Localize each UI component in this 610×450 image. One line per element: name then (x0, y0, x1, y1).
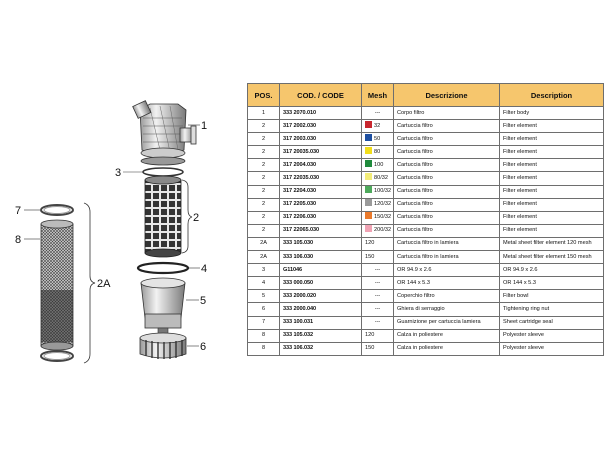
cell-mesh (362, 277, 394, 290)
mesh-value: 100 (374, 161, 384, 168)
cell-descrizione: Calza in poliestere (394, 342, 500, 355)
cell-description: Metal sheet filter element 120 mesh (500, 237, 604, 250)
cell-description: Filter bowl (500, 290, 604, 303)
callout-3 (115, 167, 143, 179)
table-row (248, 277, 604, 290)
cell-mesh (362, 237, 394, 250)
cell-descrizione: Cartuccia filtro (394, 198, 500, 211)
table-row (248, 198, 604, 211)
cell-description: OR 144 x 5.3 (500, 277, 604, 290)
cell-description: Tightening ring nut (500, 303, 604, 316)
mesh-color-swatch (365, 173, 372, 180)
cell-pos: 4 (248, 277, 280, 290)
cell-code: 333 000.050 (280, 277, 362, 290)
table-row (248, 107, 604, 120)
callout-4 (189, 263, 207, 275)
mesh-value: 32 (374, 122, 381, 129)
cell-description: Filter element (500, 224, 604, 237)
bracket-2a (84, 203, 111, 363)
mesh-value: --- (374, 292, 381, 299)
svg-text:5: 5 (200, 295, 207, 307)
mesh-value: 120 (365, 332, 375, 339)
cell-descrizione: Cartuccia filtro (394, 120, 500, 133)
table-row (248, 159, 604, 172)
cell-mesh (362, 107, 394, 120)
filter-body-1 (133, 101, 196, 165)
parts-table (247, 83, 604, 356)
cell-descrizione: Cartuccia filtro (394, 146, 500, 159)
cell-description: Filter body (500, 107, 604, 120)
mesh-color-swatch (365, 134, 372, 141)
mesh-value: 150 (365, 253, 375, 260)
table-row (248, 224, 604, 237)
cell-code: 317 22035.030 (280, 172, 362, 185)
cell-code: 317 2206.030 (280, 211, 362, 224)
cell-mesh (362, 224, 394, 237)
cell-descrizione: Ghiera di serraggio (394, 303, 500, 316)
header-pos: POS. (248, 84, 280, 107)
mesh-value: 120 (365, 240, 375, 247)
cell-descrizione: Corpo filtro (394, 107, 500, 120)
table-row (248, 329, 604, 342)
svg-text:3: 3 (115, 167, 122, 179)
mesh-value: 200/32 (374, 227, 392, 234)
cell-code: 333 2000.020 (280, 290, 362, 303)
header-description: Description (500, 84, 604, 107)
table-row (248, 316, 604, 329)
cell-code: 317 2205.030 (280, 198, 362, 211)
mesh-value: 100/32 (374, 188, 392, 195)
table-row (248, 264, 604, 277)
cell-pos: 2 (248, 159, 280, 172)
cell-mesh (362, 185, 394, 198)
table-row (248, 237, 604, 250)
cell-descrizione: Cartuccia filtro (394, 211, 500, 224)
cell-description: Filter element (500, 120, 604, 133)
cell-description: OR 94.9 x 2.6 (500, 264, 604, 277)
mesh-color-swatch (365, 212, 372, 219)
mesh-value: 50 (374, 135, 381, 142)
svg-text:8: 8 (15, 234, 22, 246)
cell-description: Filter element (500, 198, 604, 211)
header-mesh: Mesh (362, 84, 394, 107)
table-header-row (248, 84, 604, 107)
mesh-value: --- (374, 109, 381, 116)
cell-pos: 2 (248, 224, 280, 237)
cell-pos: 6 (248, 303, 280, 316)
cell-mesh (362, 290, 394, 303)
table-row (248, 303, 604, 316)
cell-descrizione: Coperchio filtro (394, 290, 500, 303)
mesh-value: --- (374, 319, 381, 326)
cell-description: Filter element (500, 211, 604, 224)
cell-mesh (362, 211, 394, 224)
cell-description: Filter element (500, 185, 604, 198)
cell-code: G11046 (280, 264, 362, 277)
mesh-color-swatch (365, 160, 372, 167)
cell-code: 333 106.032 (280, 342, 362, 355)
cell-description: Filter element (500, 159, 604, 172)
cell-descrizione: Guarnizione per cartuccia lamiera (394, 316, 500, 329)
cell-descrizione: Cartuccia filtro (394, 159, 500, 172)
cell-pos: 5 (248, 290, 280, 303)
cell-mesh (362, 329, 394, 342)
mesh-value: 120/32 (374, 201, 392, 208)
cell-mesh (362, 251, 394, 264)
cell-code: 333 2070.010 (280, 107, 362, 120)
table-row (248, 146, 604, 159)
svg-text:2: 2 (193, 212, 200, 224)
mesh-color-swatch (365, 199, 372, 206)
cell-code: 317 22065.030 (280, 224, 362, 237)
cell-mesh (362, 316, 394, 329)
cell-descrizione: Cartuccia filtro (394, 133, 500, 146)
header-descrizione: Descrizione (394, 84, 500, 107)
cell-code: 317 20035.030 (280, 146, 362, 159)
exploded-diagram (0, 0, 250, 450)
cell-descrizione: Cartuccia filtro (394, 224, 500, 237)
cell-pos: 2 (248, 133, 280, 146)
cell-mesh (362, 303, 394, 316)
mesh-value: --- (374, 279, 381, 286)
mesh-value: 80/32 (374, 175, 388, 182)
callout-8 (15, 234, 40, 246)
cell-descrizione: Calza in poliestere (394, 329, 500, 342)
cell-descrizione: OR 144 x 5.3 (394, 277, 500, 290)
cell-mesh (362, 146, 394, 159)
cell-pos: 2 (248, 172, 280, 185)
cell-pos: 2 (248, 146, 280, 159)
mesh-color-swatch (365, 121, 372, 128)
svg-text:4: 4 (201, 263, 208, 275)
mesh-value: 150/32 (374, 214, 392, 221)
cell-descrizione: OR 94.9 x 2.6 (394, 264, 500, 277)
table-row (248, 185, 604, 198)
filter-exploded-view (0, 0, 250, 450)
cell-descrizione: Cartuccia filtro (394, 172, 500, 185)
table-row (248, 342, 604, 355)
cell-code: 333 100.031 (280, 316, 362, 329)
seal-ring-7 (41, 205, 73, 215)
cell-descrizione: Cartuccia filtro in lamiera (394, 251, 500, 264)
header-code: COD. / CODE (280, 84, 362, 107)
o-ring-4 (138, 263, 188, 273)
mesh-color-swatch (365, 186, 372, 193)
cell-description: Filter element (500, 172, 604, 185)
cell-description: Polyester sleeve (500, 342, 604, 355)
table-row (248, 133, 604, 146)
cell-code: 333 2000.040 (280, 303, 362, 316)
cell-code: 333 105.032 (280, 329, 362, 342)
cell-pos: 2A (248, 237, 280, 250)
cell-mesh (362, 198, 394, 211)
svg-text:6: 6 (200, 341, 207, 353)
cell-description: Polyester sleeve (500, 329, 604, 342)
cell-pos: 2 (248, 185, 280, 198)
cell-pos: 2 (248, 120, 280, 133)
cell-mesh (362, 342, 394, 355)
mesh-color-swatch (365, 147, 372, 154)
table-row (248, 172, 604, 185)
cell-mesh (362, 172, 394, 185)
cell-descrizione: Cartuccia filtro (394, 185, 500, 198)
o-ring-3 (143, 168, 183, 176)
cell-code: 317 2004.030 (280, 159, 362, 172)
cell-description: Sheet cartridge seal (500, 316, 604, 329)
svg-text:7: 7 (15, 205, 22, 217)
cell-mesh (362, 133, 394, 146)
callout-7 (15, 205, 40, 217)
cell-pos: 7 (248, 316, 280, 329)
cell-pos: 8 (248, 329, 280, 342)
mesh-value: --- (374, 305, 381, 312)
cell-descrizione: Cartuccia filtro in lamiera (394, 237, 500, 250)
cell-description: Filter element (500, 133, 604, 146)
cell-code: 317 2002.030 (280, 120, 362, 133)
callout-5 (186, 295, 206, 307)
bracket-2 (182, 180, 199, 253)
polyester-sleeve-8 (41, 220, 73, 350)
cell-pos: 2A (248, 251, 280, 264)
ring-nut-6 (140, 333, 186, 359)
callout-6 (187, 341, 206, 353)
cell-code: 317 2204.030 (280, 185, 362, 198)
cell-pos: 2 (248, 211, 280, 224)
table-row (248, 120, 604, 133)
cell-pos: 1 (248, 107, 280, 120)
svg-text:2A: 2A (97, 278, 111, 290)
sleeve-bottom-ring (41, 351, 73, 361)
svg-text:1: 1 (201, 120, 208, 132)
cell-code: 317 2003.030 (280, 133, 362, 146)
cell-mesh (362, 264, 394, 277)
table-row (248, 290, 604, 303)
cell-code: 333 106.030 (280, 251, 362, 264)
table-row (248, 211, 604, 224)
parts-table-body (248, 107, 604, 356)
filter-element-2 (145, 176, 181, 257)
mesh-value: 80 (374, 148, 381, 155)
cell-description: Metal sheet filter element 150 mesh (500, 251, 604, 264)
cell-pos: 3 (248, 264, 280, 277)
cell-mesh (362, 120, 394, 133)
mesh-value: 150 (365, 345, 375, 352)
mesh-value: --- (374, 266, 381, 273)
cell-mesh (362, 159, 394, 172)
cell-pos: 8 (248, 342, 280, 355)
cell-description: Filter element (500, 146, 604, 159)
filter-bowl-5 (141, 278, 185, 334)
cell-code: 333 105.030 (280, 237, 362, 250)
table-row (248, 251, 604, 264)
cell-pos: 2 (248, 198, 280, 211)
mesh-color-swatch (365, 225, 372, 232)
